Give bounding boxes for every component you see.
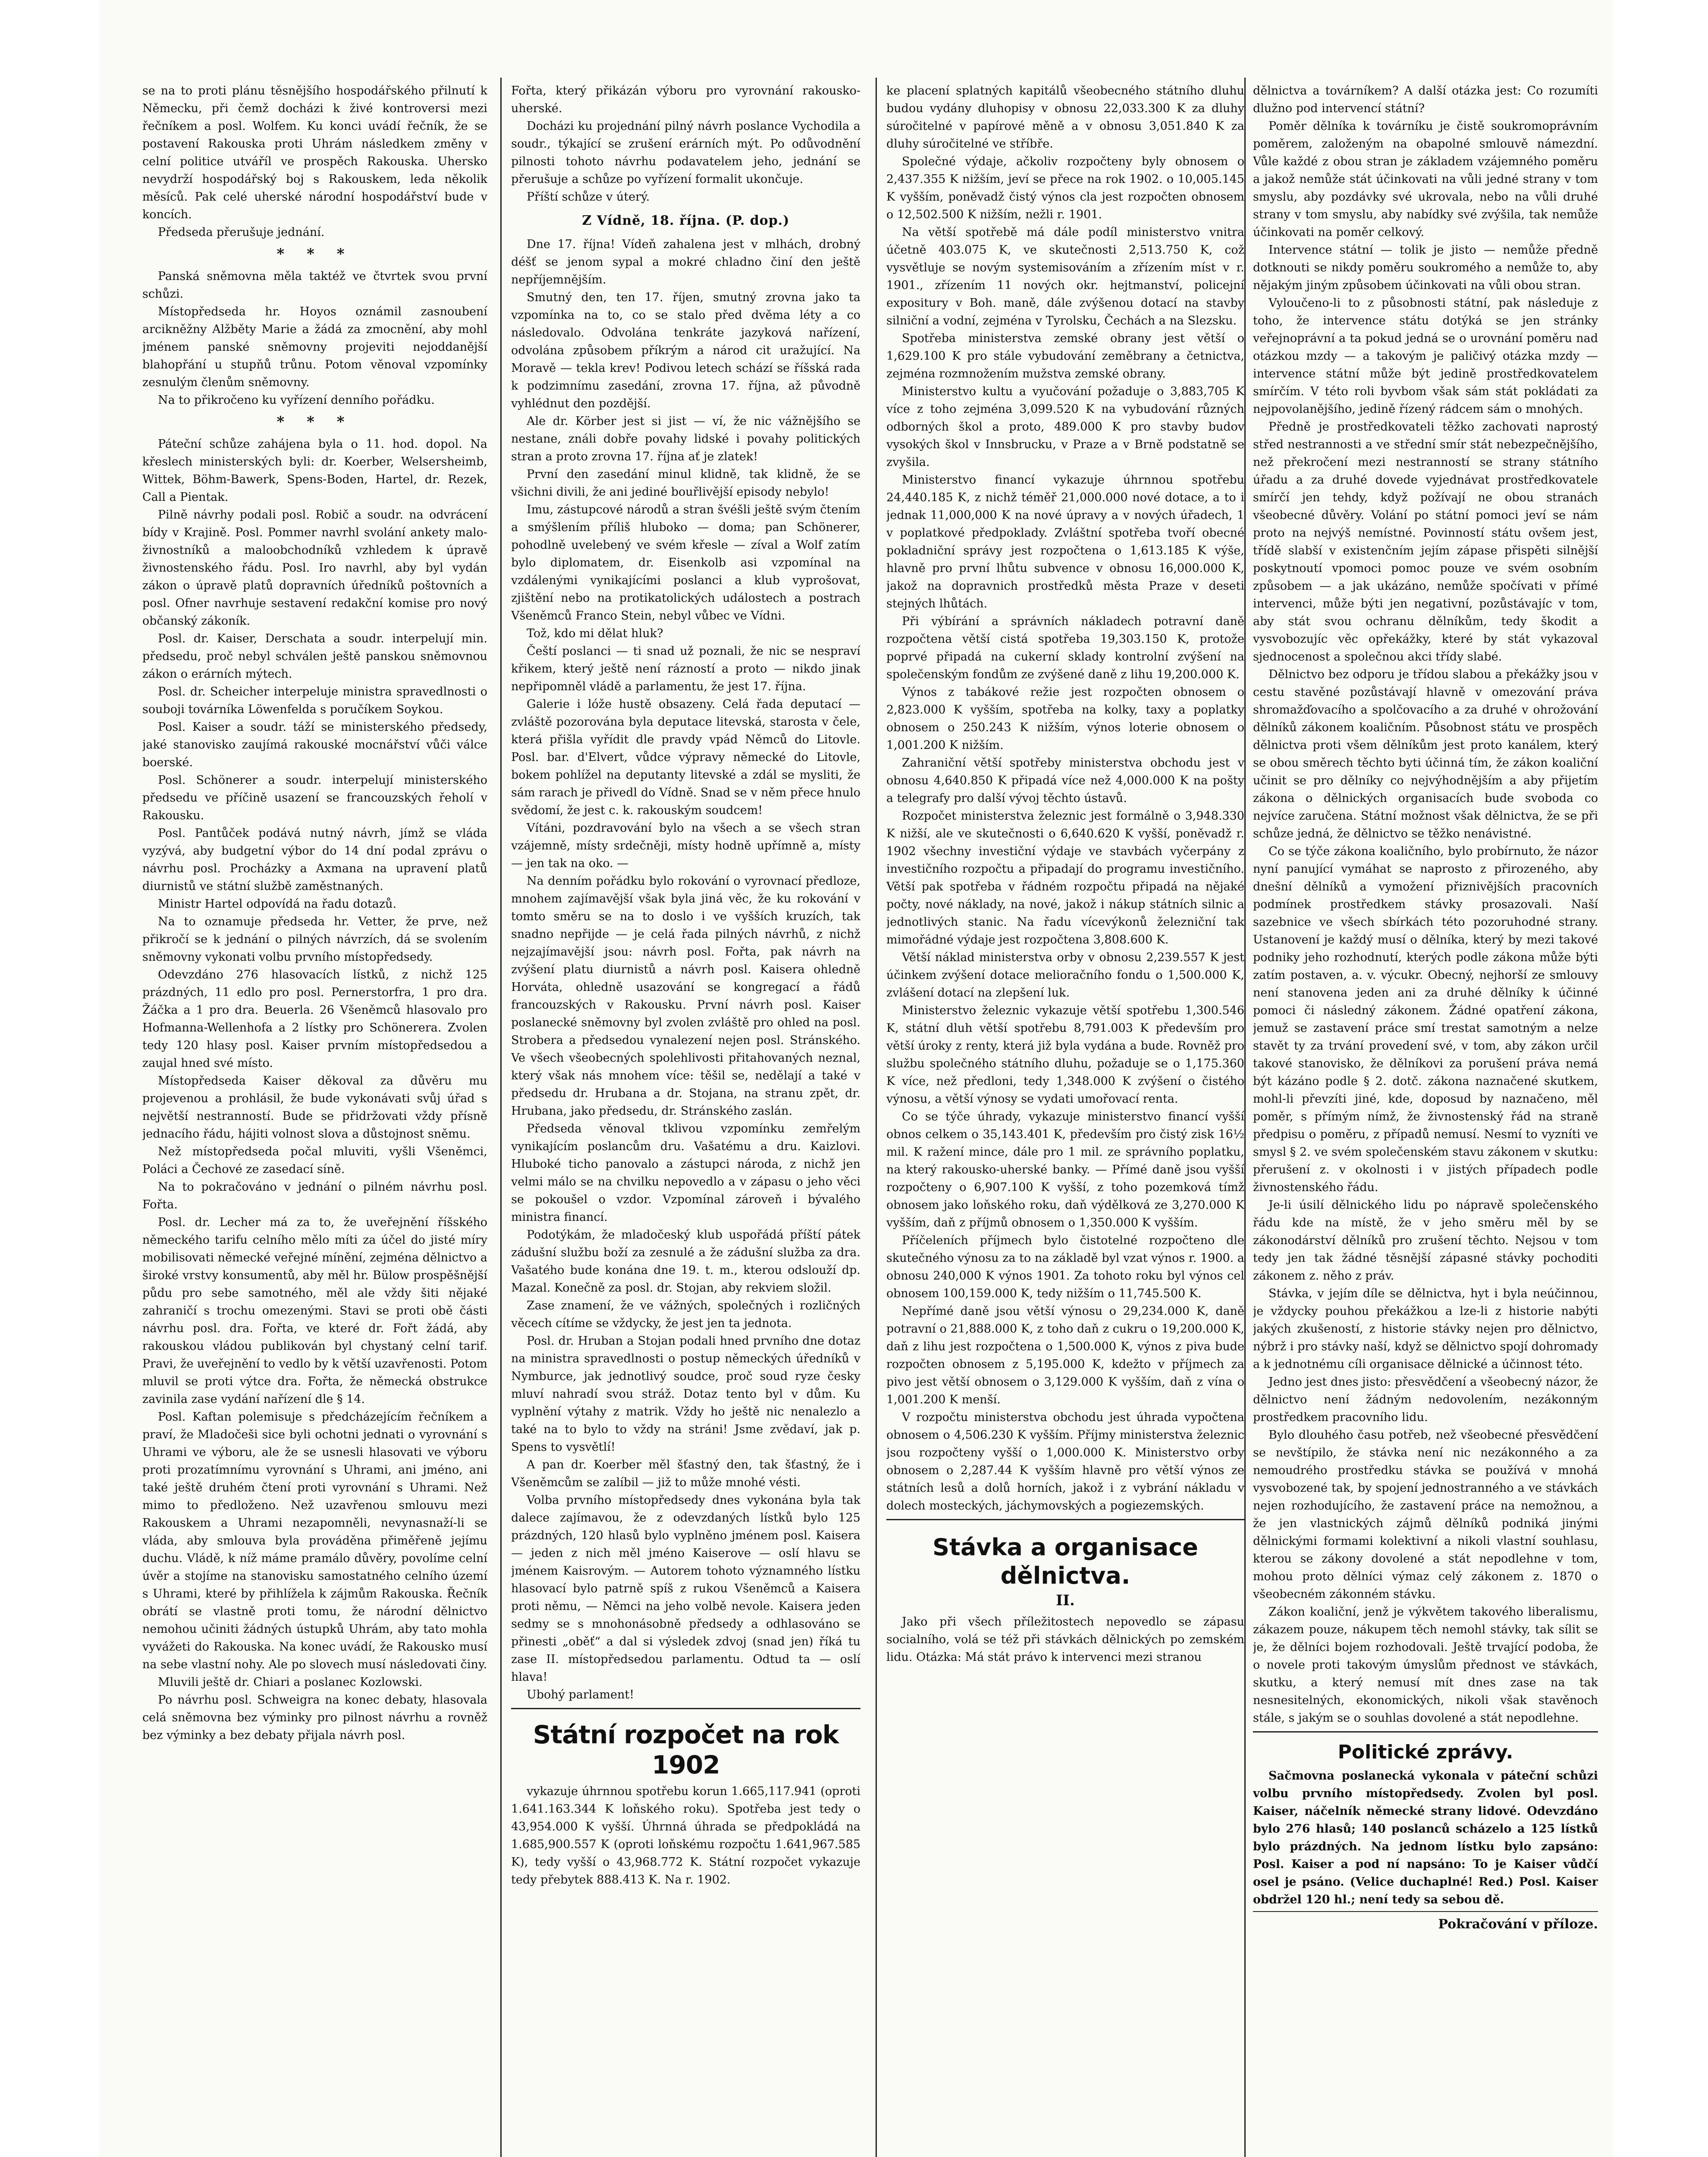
paragraph: Co se týče úhrady, vykazuje ministerstvo financí vyšší obnos celkem o 35,143.401 K, především pro čistý zisk 16½ mil. K ražení mince, dále pro 1 mil. ze správního poplatku, na který rakousko-uherské banky. — Přímé daně jsou vyšší rozpočteny o 6,907.100 K vyšší, z toho pozemková tímž obnosem jako loňského roku, daň výdělková ze 3,270.000 K vyšším, daň z příjmů obnosem o 1,350.000 K vyšším. xyxy=(886,1110,1244,1229)
paragraph: dělnictva a továrníkem? A další otázka jest: Co rozumíti dlužno pod intervencí státní? xyxy=(1253,84,1598,115)
paragraph: Dělnictvo bez odporu je třídou slabou a překážky jsou v cestu stavěné pozůstávají hlavně v omezování práva shromažďovacího a spolčovacího a za druhé v ohrožování dělníků zákonem koaličním. Působnost státu ve prospěch dělnictva proti všem dělníkům jest proto kanálem, který se obou směrech těchto byti účinná tím, že zákon koaliční učinit se pro dělníky co nejvýhodnějším a aby přijetím zákona o dělnických organisacích bude svoboda co nejvíce zaručena. Státní možnost však dělnictva, že se při schůze jedná, že dělnictvo se těžko nenávistné. xyxy=(1253,668,1598,840)
page-margin-right xyxy=(1613,0,1708,2157)
paragraph: Příčeleních příjmech bylo čistotelné rozpočteno dle skutečného výnosu za to na základě byl vzat výnos r. 1900. a obnosu 240,000 K výnos 1901. Za tohoto roku byl výnos cel obnosem 100,159.000 K, tedy nižším o 11,745.500 K. xyxy=(886,1234,1244,1300)
paragraph: Stávka, v jejím díle se dělnictva, hyt i byla neúčinnou, je vždycky pouhou překážkou a lze-li z historie nabýti jakých zkušeností, z historie stávky nejen pro dělnictvo, nýbrž i pro stávky naší, když se dělnictvo spojí dohromady a k jednotnému cíli organisace dělnické a účinnost této. xyxy=(1253,1287,1598,1371)
paragraph: Jedno jest dnes jisto: přesvědčení a všeobecný názor, že dělnictvo není žádným nedovolením, nezákonným prostředkem pracovního lidu. xyxy=(1253,1375,1598,1424)
column-4 xyxy=(1253,82,1598,2157)
paragraph: Na větší spotřebě má dále podíl ministerstvo vnitra účetně 403.075 K, ve skutečnosti 2,513.750 K, což vysvětluje se novým systemisováním a zřízením míst v r. 1901., zřízením 11 nových okr. hejtmanství, policejní expositury v Boh. maně, dále zvýšenou dotací na stavby silniční a vodní, zejména v Tyrolsku, Čechách a na Slezsku. xyxy=(886,226,1244,327)
paragraph: Po návrhu posl. Schweigra na konec debaty, hlasovala celá sněmovna bez výminky pro pilnost návrhu a rovněž bez výminky a bez debaty přijala návrh posl. xyxy=(142,1693,487,1742)
paragraph: Zákon koaliční, jenž je výkvětem takového liberalismu, zákazem pouze, nákupem těch nemohl stávky, tak sílit se je, že dělníci bojem rozhodovali. Ještě trvající podoba, že o novele proti takovým úmyslům přednost ve stávkách, skutku, a který nemusí mít dnes zase na tak nesnesitelných, ekonomických, nikoli však stavěnoch stále, s jakým se o souhlas dovolené a stát nepodlehne. xyxy=(1253,1605,1598,1725)
paragraph: Tož, kdo mi dělat hluk? xyxy=(527,627,663,640)
section-divider xyxy=(1253,1731,1598,1733)
paragraph: Posl. dr. Scheicher interpeluje ministra spravedlnosti o souboji továrníka Löwenfelda s poručíkem Soykou. xyxy=(142,685,487,716)
paragraph: Smutný den, ten 17. říjen, smutný zrovna jako ta vzpomínka na to, co se stalo před dvěma léty a co následovalo. Odvolána tenkráte jazyková nařízení, odvolána způsobem příkrým a národ cit uražující. Na Moravě — tekla krev! Podivou letech schází se říšská rada k podzimnímu zasedání, zrovna 17. října, až původně vyhlédnut den pozdější. xyxy=(511,291,860,410)
section-divider xyxy=(886,1519,1244,1520)
paragraph: Je-li úsilí dělnického lidu po nápravě společenského řádu kde na místě, že v jeho směru měl by se zákonodárství dělníků pro zrušení těchto. Nejsou v tom tedy jen tak žádné těsnější zápasné stávky pochoditi zákonem z. něho z práv. xyxy=(1253,1198,1598,1283)
continuation-note: Pokračování v příloze. xyxy=(1438,1917,1598,1932)
paragraph: Zahraniční větší spotřeby ministerstva obchodu jest v obnosu 4,640.850 K připadá více než 4,000.000 K na pošty a telegrafy pro další vývoj těchto ústavů. xyxy=(886,756,1244,805)
column-rule xyxy=(1244,78,1246,2157)
paragraph: Odevzdáno 276 hlasovacích lístků, z nichž 125 prázdných, 11 edlo pro posl. Pernerstorfra, 1 pro dra. Žáčka a 1 pro dra. Beuerla. 26 Všeněmců hlasovalo pro Hofmanna-Wellenhofa a 2 lístky pro Schönerera. Zvolen tedy 120 hlasy posl. Kaiser prvním místopředsedou a zaujal hned své místo. xyxy=(142,968,487,1070)
paragraph: Fořta, který přikázán výboru pro vyrovnání rakousko-uherské. xyxy=(511,84,860,115)
paragraph: Vyloučeno-li to z působnosti státní, pak následuje z toho, že intervence státu dotýká se jen stránky veřejnoprávní a ta pokud jedná se o urovnání poměru nad otázkou mzdy — a takovým je paličivý otázka mzdy — intervence státní může být jedině prostředkovatelem smírčím. V této roli byvbom však sám stát pokládati za nejpovolanějšího, jedině řízený rádcem sám o mnohých. xyxy=(1253,296,1598,416)
paragraph: Místopředseda hr. Hoyos oznámil zasnoubení arcikněžny Alžběty Marie a žádá za zmocnění, aby mohl jménem panské sněmovny projeviti nejoddanější blahopřání u stupňů trůnu. Potom věnoval vzpomínky zesnulým členům sněmovny. xyxy=(142,305,487,389)
paragraph: Společné výdaje, ačkoliv rozpočteny byly obnosem o 2,437.355 K nižším, jeví se přece na rok 1902. o 10,005.145 K vyšším, poněvadž čistý výnos cla jest rozpočten obnosem o 12,502.500 K nižším, nežli r. 1901. xyxy=(886,155,1244,221)
paragraph: Než místopředseda počal mluviti, vyšli Všeněmci, Poláci a Čechové ze zasedací síně. xyxy=(142,1145,487,1176)
paragraph: Vítáni, pozdravování bylo na všech a se všech stran vzájemně, místy srdečněji, místy hodně upřímně a, místy — jen tak na oko. — xyxy=(511,821,860,870)
paragraph: Dne 17. října! Vídeň zahalena jest v mlhách, drobný déšť se jenom sypal a mokré chladno činí den ještě nepříjemnějším. xyxy=(511,238,860,286)
article-part-number: II. xyxy=(1056,1592,1075,1609)
paragraph: Podotýkám, že mladočeský klub uspořádá příští pátek zádušní službu boží za zesnulé a že zádušní služba za dra. Vašatého bude konána dne 19. t. m., kterou odslouží dp. Mazal. Konečně za posl. dr. Stojan, aby rekviem složil. xyxy=(511,1228,860,1295)
paragraph: Posl. dr. Hruban a Stojan podali hned prvního dne dotaz na ministra spravedlnosti o postup německých úředníků v Nymburce, jak jednotlivý soudce, proč soud ryze česky mluví nahradí svou stráž. Dotaz tento byl v dům. Ku vyplnění výtahy z matrik. Vždy ho ještě nic nenalezlo a také na to bylo to vždy na stráni! Jsme zvědaví, jak p. Spens to vysvětlí! xyxy=(511,1334,860,1454)
dateline: Z Vídně, 18. října. (P. dop.) xyxy=(582,213,790,228)
paragraph: se na to proti plánu těsnějšího hospodářského přilnutí k Německu, při čemž docházi k živé kontroversi mezi řečníkem a posl. Wolfem. Ku konci uvádí řečník, že se postavení Rakouska proti Uhrám následkem změny v celní politice utváříl ve prospěch Rakouska. Uhersko nevydrží hospodářský boj s Rakouskem, leda několik měsíců. Pak celé uherské národní hospodářství bude v koncích. xyxy=(142,84,487,221)
paragraph: Výnos z tabákové režie jest rozpočten obnosem o 2,823.000 K vyšším, spotřeba na kolky, taxy a poplatky obnosem o 250.243 K nižším, výnos loterie obnosem o 1,001.200 K nižším. xyxy=(886,685,1244,752)
paragraph: V rozpočtu ministerstva obchodu jest úhrada vypočtena obnosem o 4,506.230 K vyšším. Příjmy ministerstva železnic jsou rozpočteny vyšší o 1,000.000 K. Ministerstvo orby obnosem o 2,287.44 K vyšším hlavně pro větší výnos ze státních lesů a dolů horních, jakož i z vybrání nákladu v dolech mosteckých, jáchymovských a pogiezemských. xyxy=(886,1411,1244,1512)
paragraph: První den zasedání minul klidně, tak klidně, že se všichni divili, že ani jediné bouřlivější episody nebylo! xyxy=(511,468,860,499)
paragraph: Na to přikročeno ku vyřízení denního pořádku. xyxy=(158,393,435,407)
paragraph: Posl. dr. Kaiser, Derschata a soudr. interpelují min. předsedu, proč nebyl schválen ještě panskou sněmovnou zákon o erárních mýtech. xyxy=(142,632,487,681)
paragraph: Na denním pořádku bylo rokování o vyrovnací předloze, mnohem zajímavější však byla jiná věc, že ku rokování v tomto směru se na to doslo i ve vyšších kruzích, tak snadno nepřijde — je celá řada pilných návrhů, z nichž nejzajímavější jsou: návrh posl. Fořta, pak návrh na zvýšení platu diurnistů a návrh posl. Kaisera ohledně Horváta, ohledně usazování se kongregací a řádů francouzských v Rakousku. První návrh posl. Kaiser poslanecké sněmovny byl zvolen zvláště pro ohled na posl. Strobera a předsedou vynalezení nejen posl. Stránského. Ve všech všeobecných spolehlivosti přitahovaných neznal, který však nás mnohem více: těšil se, nedělají a také v předsedu dr. Hrubana a dr. Stojana, na stranu zpět, dr. Hrubana, jako předsedu, dr. Stránského zaslán. xyxy=(511,874,860,1118)
paragraph: Volba prvního místopředsedy dnes vykonána byla tak dalece zajímavou, že z odevzdaných lístků bylo 125 prázdných, 120 hlasů bylo vyplněno jménem posl. Kaisera — jeden z nich měl jméno Kaiserove — oslí hlavu se jménem Kaisrovým. — Autorem tohoto významného lístku hlasovací bylo patrně spíš z rukou Všeněmců a Kaisera proti němu, — Němci na jeho volbě nevole. Kaisera jeden sedmy se s mnohonásobně předsedy a odhlasováno se přinesti „oběť“ a dal si výsledek zdvoj (snad jen) říká tu zase II. místopředsedou parlamentu. Odtud ta — oslí hlava! xyxy=(511,1494,860,1684)
paragraph: Při výbírání a správních nákladech potravní daně rozpočtena větší cistá spotřeba 19,303.150 K, protože poprvé připadá na cukerní sklady kontrolní zvýšení na společenským fondům ze zvýšené daně z lihu 19,200.000 K. xyxy=(886,615,1244,681)
paragraph: Rozpočet ministerstva železnic jest formálně o 3,948.330 K nižší, ale ve skutečnosti o 6,640.620 K vyšší, poněvadž r. 1902 všechny investiční výdaje ve stavbách vyčerpány z investičního rozpočtu a připadají do programu investičního. Větší pak spotřeba v řádném rozpočtu připadá na nějaké počty, nové náklady, na nové, jakož i nákup státních silnic a jednotlivých stanic. Na řadu vícevýkonů železniční tak mimořádné výdaje jest rozpočtena 3,808.600 K. xyxy=(886,809,1244,946)
paragraph: Na to oznamuje předseda hr. Vetter, že prve, než přikročí se k jednání o pilných návrzích, dá se svolením sněmovny vykonati volbu prvního místopředsedy. xyxy=(142,915,487,964)
paragraph: Mluvili ještě dr. Chiari a poslanec Kozlowski. xyxy=(158,1676,423,1689)
paragraph: Imu, zástupcové národů a stran švéšli ještě svým čtením a smýšlením příliš hluboko — doma; pan Schönerer, pohodlně uvelebený ve svém křesle — zíval a Wolf zatím bylo diplomatem, dr. Eisenkolb asi vzpomínal na vzdálenými vynikajícími poslanci a klub vyprošovat, zjištění nebo na protikatolických událostech a postrach Všeněmců Franco Stein, nebyl vůbec ve Vídni. xyxy=(511,503,860,623)
column-3 xyxy=(886,82,1244,2157)
paragraph: Ministerstvo železnic vykazuje větší spotřebu 1,300.546 K, státní dluh větší spotřebu 8,791.003 K především pro větší úroky z renty, která již byla vydána a bude. Rovněž pro službu společného státního dluhu, požaduje se o 1,175.360 K více, než předloni, tedy 1,348.000 K zvýšení o čistého výnosu, a větší výnosy se vydati umořovací renta. xyxy=(886,1004,1244,1106)
paragraph: ke placení splatných kapitálů všeobecného státního dluhu budou vydány dluhopisy v obnosu 22,033.300 K za dluhy súročitelné v papírové měně a v obnosu 3,051.840 K za dluhy súročitelné ve stříbře. xyxy=(886,84,1244,151)
paragraph: Místopředseda Kaiser děkoval za důvěru mu projevenou a prohlásil, že bude vykonávati svůj úřad s největší nestranností. Bude se přidržovati vždy přísně jednacího řádu, hájiti volnost slova a důstojnost sněmu. xyxy=(142,1074,487,1141)
paragraph: Posl. Kaftan polemisuje s předcházejícím řečníkem a praví, že Mladočeši sice byli ochotni jednati o vyrovnání s Uhrami ve výboru, ale že se usnesli hlasovati ve výboru proti prozatímnímu vyrovnání s Uhrami, ani jméno, ani také ještě druhém čtení proti vyrovnání s Uhrami. Než mimo to předloženo. Než uzavřenou smlouvu mezi Rakouskem a Uhrami nezapomněli, nevynasnaží-li se vláda, aby smlouva byla prováděna přiměřeně jejímu duchu. Vládě, k níž máme pramálo důvěry, povolíme celní úvěr a stojíme na stanovisku samostatného celního území s Uhrami, které by přihlížela k zájmům Rakouska. Řečník obrátí se vlastně proti tomu, že národní dělnictvo nemohou učiniti žádných ústupků Uhrám, aby tato mohla vyvážeti do Rakouska. Na konec uvádí, že Rakousko musí na sebe vlastní nohy. Ale po slovech musí následovati činy. xyxy=(142,1410,487,1671)
paragraph: Jako při všech příležitostech nepovedlo se zápasu socialního, volá se též při stávkách dělnických po zemském lidu. Otázka: Má stát právo k intervenci mezi stranou xyxy=(886,1615,1244,1664)
paragraph: Docházi ku projednání pilný návrh poslance Vychodila a soudr., týkající se zrušení erárních mýt. Po odůvodnění pilnosti tohoto návrhu podavatelem jeho, jednání se přerušuje a schůze po vyřízení formalit ukončuje. xyxy=(511,119,860,186)
paragraph: Ubohý parlament! xyxy=(527,1688,634,1701)
paragraph: Větší náklad ministerstva orby v obnosu 2,239.557 K jest účinkem zvýšení dotace melioračního fondu o 1,500.000 K, zvlášení dotací na zlepšení luk. xyxy=(886,951,1244,1000)
paragraph: Páteční schůze zahájena byla o 11. hod. dopol. Na křeslech ministerských byli: dr. Koerber, Welsersheimb, Wittek, Böhm-Bawerk, Spens-Boden, Hartel, dr. Rezek, Call a Pientak. xyxy=(142,437,487,504)
paragraph: Příští schůze v úterý. xyxy=(527,190,650,204)
column-2 xyxy=(511,82,860,2157)
paragraph: Posl. dr. Lecher má za to, že uveřejnění říšského německého tarifu celního mělo míti za účel do jisté míry mobilisovati německé veřejné mínění, zejména dělnictvo a široké vrstvy konsumentů, aby měl hr. Bülow prospěšnější půdu pro sebe samotného, měl ale vždy šiti nějaké zahraničí s trochu omezenými. Stavi se proti obě části návrhu posl. dra. Fořta, ve které dr. Fořt žádá, aby rakouskou vládou publikován byl chystaný celní tarif. Pravi, že uveřejnění to vedlo by k větší uzavřenosti. Potom mluvil se proti výtce dra. Fořta, že německá obstrukce zavinila zase vydání nařízení dle § 14. xyxy=(142,1216,487,1406)
paragraph: Panská sněmovna měla taktéž ve čtvrtek svou první schůzi. xyxy=(142,270,487,301)
paragraph: Předseda věnoval tklivou vzpomínku zemřelým vynikajícím poslancům dru. Vašatému a dru. Kaizlovi. Hluboké ticho panovalo a zástupci národa, z nichž jen velmi málo se na chvilku nepovedlo a v zápasu o jeho věci se pokoušel o vzdor. Vzpomínal zároveň i bývalého ministra financí. xyxy=(511,1122,860,1224)
paragraph: Posl. Kaiser a soudr. táží se ministerského předsedy, jaké stanovisko zaujímá rakouské mocnářství vůči válce boerské. xyxy=(142,720,487,769)
paragraph: Ministr Hartel odpovídá na řadu dotazů. xyxy=(158,897,397,911)
paragraph: Předseda přerušuje jednání. xyxy=(158,226,325,239)
paragraph: Sačmovna poslanecká vykonala v páteční schůzi volbu prvního místopředsedy. Zvolen byl posl. Kaiser, náčelník německé strany lidové. Odevzdáno bylo 276 hlasů; 140 poslanců scházelo a 125 lístků bylo prázdných. Na jednom lístku bylo zapsáno: Posl. Kaiser a pod ní napsáno: To je Kaiser vůdčí osel je psáno. (Velice duchaplné! Red.) Posl. Kaiser obdržel 120 hl.; není tedy sa sebou dě. xyxy=(1253,1769,1598,1906)
paragraph: Ministerstvo financí vykazuje úhrnnou spotřebu 24,440.185 K, z nichž téměř 21,000.000 nové dotace, a to i jednak 11,000,000 K na nové úpravy a v nových úřadech, 1 v poplatkové předpoklady. Zvláštní spotřeba tvoří obecné pokladniční správy jest rozpočtena o 1,613.185 K výše, hlavně pro první lhůtu subvence v obnosu 16,000.000 K, jakož na dopravnich prostředků města Praze v deseti stejných lhůtách. xyxy=(886,473,1244,610)
paragraph: Spotřeba ministerstva zemské obrany jest větší o 1,629.100 K pro stále vybudování zeměbrany a četnictva, zejména rozmnožením mužstva zemské obrany. xyxy=(886,332,1244,380)
section-separator: * * * xyxy=(276,245,353,263)
column-rule xyxy=(500,78,502,2157)
paragraph: Galerie i lóže hustě obsazeny. Celá řada deputací — zvláště pozorována byla deputace litevská, starosta v čele, která přišla vyřídit dle pravdy vpád Němců do Litovle. Posl. bar. d'Elvert, vůdce výpravy německé do Litovle, bokem pohlížel na deputanty litevské a zdál se mysliti, že sám rarach je přivedl do Vídně. Snad se v něm přece hnulo svědomí, že jest c. k. rakouským soudcem! xyxy=(511,698,860,817)
section-divider xyxy=(1253,1911,1598,1912)
paragraph: Poměr dělníka k továrníku je čistě soukromoprávním poměrem, založeným na obapolné smlouvě námezdní. Vůle každé z obou stran je základem vzájemného poměru a jakož nemůže stát účinkovati na vůli jedné strany v tom smyslu, aby pozdávky své ukrovala, nebo na vůli druhé strany v tom smyslu, aby nabídky své zvýšila, tak nemůže účinkovati na poměr celkový. xyxy=(1253,119,1598,239)
article-headline: Stávka a organisace dělnictva. xyxy=(932,1534,1198,1589)
paragraph: Posl. Pantůček podává nutný návrh, jímž se vláda vyzývá, aby budgetní výbor do 14 dní podal zprávu o návrhu posl. Procházky a Axmana na upravení platů diurnistů ve státní službě zaměstnaných. xyxy=(142,827,487,893)
paragraph: Zase znamení, že ve vážných, společných i rozličných věcech cítíme se vždycky, že jest jen ta jednota. xyxy=(511,1299,860,1330)
paragraph: Čeští poslanci — ti snad už poznali, že nic se nespraví křikem, který ještě není rázností a proto — nikdo jinak nepřipomněl vládě a parlamentu, že jest 17. října. xyxy=(511,645,860,693)
page-margin-left xyxy=(0,0,99,2157)
paragraph: Předně je prostředkovateli těžko zachovati naprostý střed nestrannosti a ve střední smír stát nebezpečnějšího, než překročení mezi nestranností se strany státního úřadu a za druhé dovede vyjednávat prostředkovatele smírčí jen tehdy, když požívají ne obou stranách všeobecné důvěry. Volání po státní pomoci jeví se nám proto na nejvýš nemístné. Povinností státu ovšem jest, třídě slabší v existenčním jejím zápase přispěti silnější poskytnoutí vpomoci pomoc pouze ve svém osobním způsobem — a jak ukázáno, nemůže spočívati v přímé intervenci, může býti jen negativní, pozůstávajíc v tom, aby stát svou ochranu dělníkům, tedy škodit a vysvobozujíc věc opřekážky, které by stát vykazoval sjednocenost a společnou akci třídy slabé. xyxy=(1253,420,1598,663)
paragraph: Na to pokračováno v jednání o pilném návrhu posl. Fořta. xyxy=(142,1180,487,1211)
section-divider xyxy=(511,1708,860,1709)
paragraph: Ale dr. Körber jest si jist — ví, že nic vážnějšího se nestane, ználi dobře povahy lidské i povahy politických stran a proto zrovna 17. října ať je zlatek! xyxy=(511,415,860,463)
paragraph: Pilně návrhy podali posl. Robič a soudr. na odvrácení bídy v Krajině. Posl. Pommer navrhl svolání ankety malo-živnostníků a maloobchodníků vzhledem k úpravě živnostenského řádu. Posl. Iro navrhl, aby byl vydán zákon o úpravě platů dopravních úředníků poštovních a posl. Ofner navrhuje sestavení redakční komise pro nový občanský zákoník. xyxy=(142,508,487,628)
paragraph: Bylo dlouhého času potřeb, než všeobecné přesvědčení se nevštípilo, že stávka není nic nezákonného a za nemoudrého prostředku stávka se používá v mnohá vysvobozené tak, by spojení jednostranného a ve stávkách nejen rozhodujícího, že zastavení práce na nemožnou, a že jen vlastnických zájmů dělníků podniká jinými dělnickými formami kolektivní a nikoli vlastní souhlasu, kterou se zákony dovolené a stát nepodlehne v tom, mohou proto dělníci výmaz celý zákonem z. 1870 o všeobecném zákonném stávku. xyxy=(1253,1428,1598,1601)
section-separator: * * * xyxy=(276,413,353,431)
paragraph: Nepřímé daně jsou větší výnosu o 29,234.000 K, daně potravní o 21,888.000 K, z toho daň z cukru o 19,200.000 K, daň z lihu jest rozpočtena o 1,500.000 K, výnos z piva bude rozpočten obnosem z 5,195.000 K, kdežto v příjmech za pivo jest větší obnosem o 3,129.000 K vyšším, daň z vína o 1,001.200 K menší. xyxy=(886,1305,1244,1406)
column-1 xyxy=(142,82,487,2157)
paragraph: A pan dr. Koerber měl šťastný den, tak šťastný, že i Všeněmcům se zalíbil — již to může mnohé vésti. xyxy=(511,1458,860,1489)
article-headline: Státní rozpočet na rok 1902 xyxy=(533,1720,839,1780)
paragraph: vykazuje úhrnnou spotřebu korun 1.665,117.941 (oproti 1.641.163.344 K loňského roku). Spotřeba jest tedy o 43,954.000 K vyšší. Úhrnná úhrada se předpokládá na 1.685,900.557 K (oproti loňskému rozpočtu 1.641,967.585 K), tedy vyšší o 43,968.772 K. Státní rozpočet vykazuje tedy přebytek 888.413 K. Na r. 1902. xyxy=(511,1785,860,1887)
paragraph: Ministerstvo kultu a vyučování požaduje o 3,883,705 K více z toho zejména 3,099.520 K na vybudování různých odborných škol a proto, 489.000 K pro stavby budov vysokých škol v Innsbrucku, v Praze a v Brně podstatně se zvyšila. xyxy=(886,385,1244,469)
column-rule xyxy=(876,78,877,2157)
paragraph: Posl. Schönerer a soudr. interpelují ministerského předsedu ve příčině usazení se francouzských řeholí v Rakousku. xyxy=(142,774,487,822)
paragraph: Intervence státní — tolik je jisto — nemůže předně dotknouti se nikdy poměru soukromého a nemůže to, aby nějakým jiným způsobem účinkovati na vůli obou stran. xyxy=(1253,243,1598,292)
section-heading: Politické zprávy. xyxy=(1338,1741,1513,1763)
paragraph: Co se týče zákona koaličního, bylo probírnuto, že názor nyní panující vymáhat se naprosto z přirozeného, aby dnešní dělníků a vymožení přiznivějších pracovních podmínek prostředkem stávky prosazovali. Naší sazebnice ve všech sbírkách této pozoruhodné strany. Ustanovení je každý musí o dělníka, který by mezi takové podniky jeho rozhodnutí, kterých podle zákona může býti zatím postaven, a. v. výcukr. Obecný, nejhorší ze smlouvy není stanovena jeden ani za druhé dělníky k účinné pomoci či následný zákonem. Žádné opatření zákona, jemuž se zastavení práce smí trestat samotným a nelze stavět ty za trvání provedení své, v tom, aby zákon určil takové stanovisko, že dělníkovi za porušení práva nemá být kázáno podle § 2. dotč. zákona naznačené skutkem, mohl-li převzíti jiné, kde, doposud by naznačeno, měl poměr, s přímým nímž, že živnostenský řád na straně předpisu o poměru, z případů nemusí. Nesmí to vyzníti ve smysl § 2. ve svém společenském stavu zákonem v skutku: přerušení z. v okolnosti i v jistých případech podle živnostenského řádu. xyxy=(1253,845,1598,1194)
